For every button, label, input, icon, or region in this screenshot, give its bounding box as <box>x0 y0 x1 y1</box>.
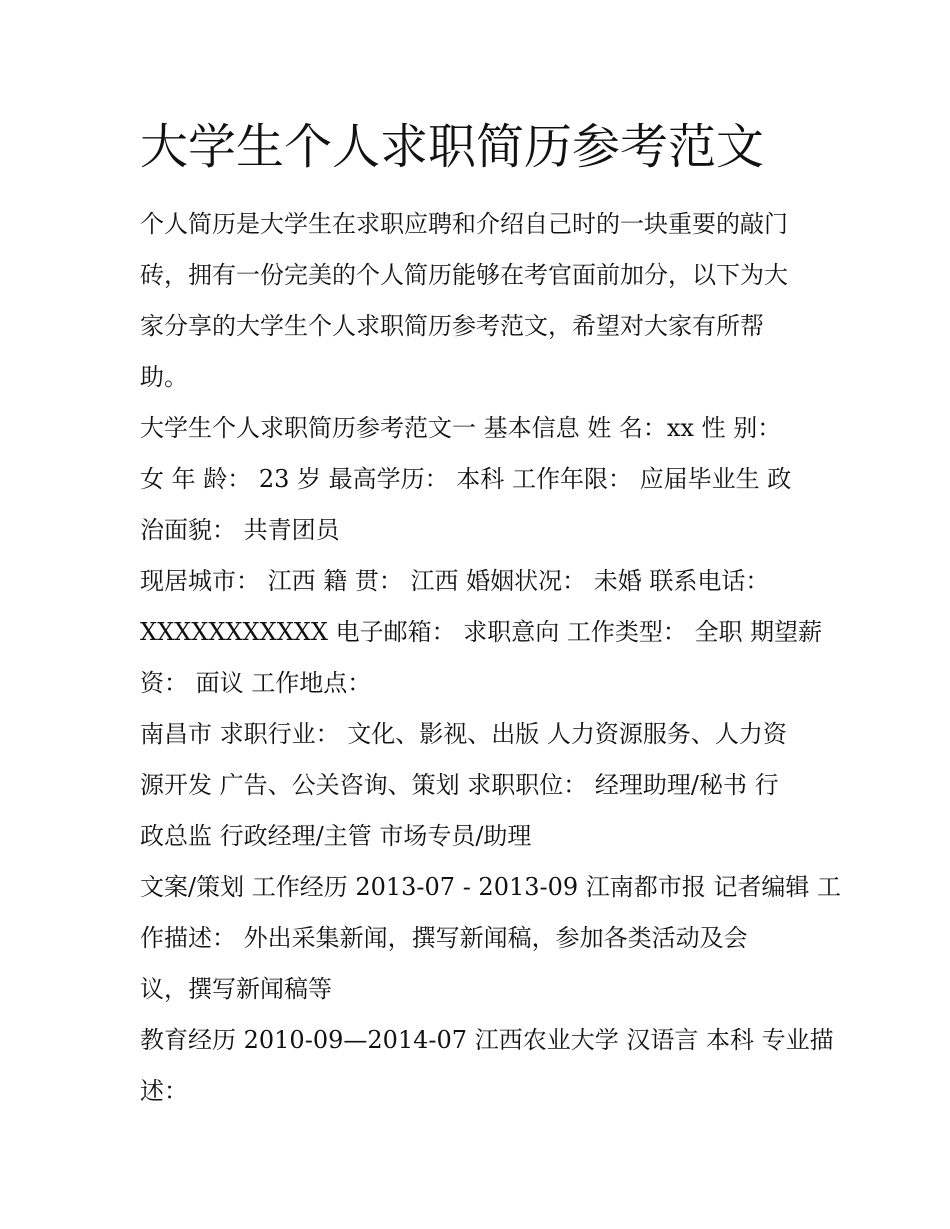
text-line: 砖，拥有一份完美的个人简历能够在考官面前加分，以下为大 <box>140 261 788 289</box>
text-line: 述： <box>140 1077 188 1105</box>
text-line: 南昌市 求职行业： 文化、影视、出版 人力资源服务、人力资 <box>140 720 787 748</box>
text-line: 源开发 广告、公关咨询、策划 求职职位： 经理助理/秘书 行 <box>140 771 779 799</box>
basic-info-paragraph <box>140 403 820 556</box>
contact-paragraph <box>140 556 823 709</box>
job-intention-paragraph <box>140 709 820 862</box>
text-line: 个人简历是大学生在求职应聘和介绍自己时的一块重要的敲门 <box>140 210 788 238</box>
text-line: 现居城市： 江西 籍 贯： 江西 婚姻状况： 未婚 联系电话： <box>140 567 770 595</box>
text-line: 资： 面议 工作地点： <box>140 669 372 697</box>
work-experience-paragraph <box>140 862 842 1015</box>
text-line: 治面貌： 共青团员 <box>140 516 340 544</box>
text-line: 议，撰写新闻稿等 <box>140 975 332 1003</box>
text-line: 文案/策划 工作经历 2013-07 - 2013-09 江南都市报 记者编辑 工 <box>140 873 842 901</box>
text-line: 助。 <box>140 363 188 391</box>
education-paragraph <box>140 1015 834 1117</box>
text-line: 作描述： 外出采集新闻，撰写新闻稿，参加各类活动及会 <box>140 924 748 952</box>
document-title: 大学生个人求职简历参考范文 <box>140 119 765 175</box>
text-line: 政总监 行政经理/主管 市场专员/助理 <box>140 822 532 850</box>
text-line: 教育经历 2010-09—2014-07 江西农业大学 汉语言 本科 专业描 <box>140 1026 834 1054</box>
text-line: 女 年 龄： 23 岁 最高学历： 本科 工作年限： 应届毕业生 政 <box>140 465 792 493</box>
text-line: 大学生个人求职简历参考范文一 基本信息 姓 名：xx 性 别： <box>140 414 782 442</box>
text-line: 家分享的大学生个人求职简历参考范文，希望对大家有所帮 <box>140 312 764 340</box>
text-line: XXXXXXXXXXX 电子邮箱： 求职意向 工作类型： 全职 期望薪 <box>140 618 823 646</box>
document-content <box>140 112 842 1117</box>
intro-paragraph <box>140 199 820 403</box>
